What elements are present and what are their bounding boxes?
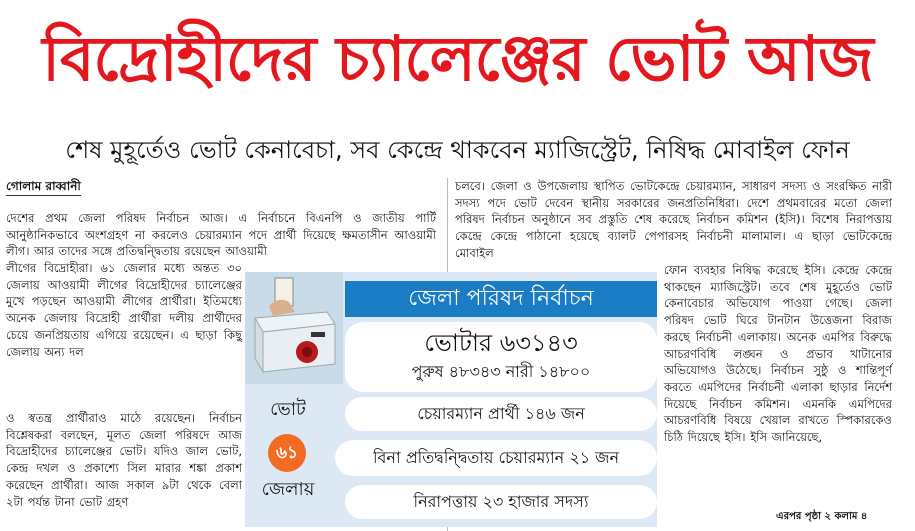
article-text-left-bottom: ও স্বতন্ত্র প্রার্থীরাও মাঠে রয়েছেন। নির্বাচন বিশ্লেষকরা বলছেন, মূলত জেলা পরিষদে আজ বিদ্রোহীদের চ্যালেঞ্জের ভোট। যদিও জাল ভোট, কেন্দ্র দখল ও প্রকাশ্যে সিল মারার শঙ্কা প্রকাশ করেছেন প্রার্থীরা। আজ সকাল ৯টা থেকে বেলা ২টা পর্যন্ত টানা ভোট গ্রহণ: [6, 411, 242, 509]
article-text-right-mid: ফোন ব্যবহার নিষিদ্ধ করেছে ইসি। কেন্দ্রে কেন্দ্রে থাকছেন ম্যাজিস্ট্রেট। তবে শেষ মুহূর্তেও ভোট কেনাবেচার অভিযোগ পাওয়া গেছে। জেলা পরিষদ ভোট ঘিরে টানটান উত্তেজনা বিরাজ করছে নির্বাচনী এলাকায়। অনেক এমপির বিরুদ্ধে আচরণবিধি লঙ্ঘন ও প্রভাব খাটানোর অভিযোগও উঠেছে। নির্বাচন সুষ্ঠু ও শান্তিপূর্ণ করতে এমপিদের নির্বাচনী এলাকা ছাড়ার নির্দেশ দিয়েছে নির্বাচন কমিশন। এমনকি এমপিদের আচরণবিধি বিষয়ে খেয়াল রাখতে স্পিকারকেও চিঠি দিয়েছে ইসি। ইসি জানিয়েছে,: [664, 263, 892, 445]
security-personnel: নিরাপত্তায় ২৩ হাজার সদস্য: [345, 485, 657, 519]
article-text-left-top: দেশের প্রথম জেলা পরিষদ নির্বাচন আজ। এ নির্বাচনে বিএনপি ও জাতীয় পার্টি আনুষ্ঠানিকভাবে অংশগ্রহণ না করলেও চেয়ারম্যান পদে প্রার্থী দিয়েছে ক্ষমতাসীন আওয়ামী লীগ। আর তাদের সঙ্গে প্রতিদ্বন্দ্বিতায় রয়েছেন আওয়ামী: [6, 211, 436, 259]
article-text-right-top: চলবে। জেলা ও উপজেলায় স্থাপিত ভোটকেন্দ্রে চেয়ারম্যান, সাধারণ সদস্য ও সংরক্ষিত নারী সদস্য পদে ভোট দেবেন স্থানীয় সরকারের জনপ্রতিনিধিরা। দেশে প্রথমবারের মতো জেলা পরিষদ নির্বাচন অনুষ্ঠানে সব প্রস্তুতি শেষ করেছে নির্বাচন কমিশন (ইসি)। বিশেষ নিরাপত্তায় কেন্দ্রে কেন্দ্রে পাঠানো হয়েছে ব্যালট পেপারসহ নির্বাচনী মালামাল। এ ছাড়া ভোটকেন্দ্রে মোবাইল: [455, 179, 892, 260]
voters-total: ভোটার ৬৩১৪৩: [424, 329, 578, 357]
districts-label: জেলায়: [261, 479, 315, 500]
ballot-box-image: [245, 272, 343, 384]
byline: গোলাম রাব্বানী: [6, 178, 81, 196]
voters-split: পুরুষ ৪৮৩৪৩ নারী ১৪৮০০: [411, 362, 591, 381]
subheadline: শেষ মুহূর্তেও ভোট কেনাবেচা, সব কেন্দ্রে থাকবেন ম্যাজিস্ট্রেট, নিষিদ্ধ মোবাইল ফোন: [65, 136, 850, 164]
vote-label: ভোট: [270, 399, 306, 420]
districts-count-badge: ৬১: [268, 434, 306, 472]
infobox-title: জেলা পরিষদ নির্বাচন: [345, 281, 657, 317]
chairman-candidates: চেয়ারম্যান প্রার্থী ১৪৬ জন: [345, 397, 657, 431]
article-text-left-mid: লীগের বিদ্রোহীরা। ৬১ জেলার মধ্যে অন্তত ৩০ জেলায় আওয়ামী লীগের বিদ্রোহীদের চ্যালেঞ্জের মুখে পড়ছেন আওয়ামী লীগের প্রার্থীরা। ইতিমধ্যে অনেক জেলায় বিদ্রোহী প্রার্থীরা দলীয় প্রার্থীদের চেয়ে জনপ্রিয়তায় এগিয়ে রয়েছেন। এ ছাড়া কিছু জেলায় অন্য দল: [6, 261, 242, 359]
headline: বিদ্রোহীদের চ্যালেঞ্জের ভোট আজ: [42, 22, 873, 95]
uncontested-chairmen: বিনা প্রতিদ্বন্দ্বিতায় চেয়ারম্যান ২১ জন: [335, 440, 657, 476]
voters-pill: [345, 322, 657, 392]
continued-notice: এরপর পৃষ্ঠা ২ কলাম ৪: [776, 511, 868, 522]
